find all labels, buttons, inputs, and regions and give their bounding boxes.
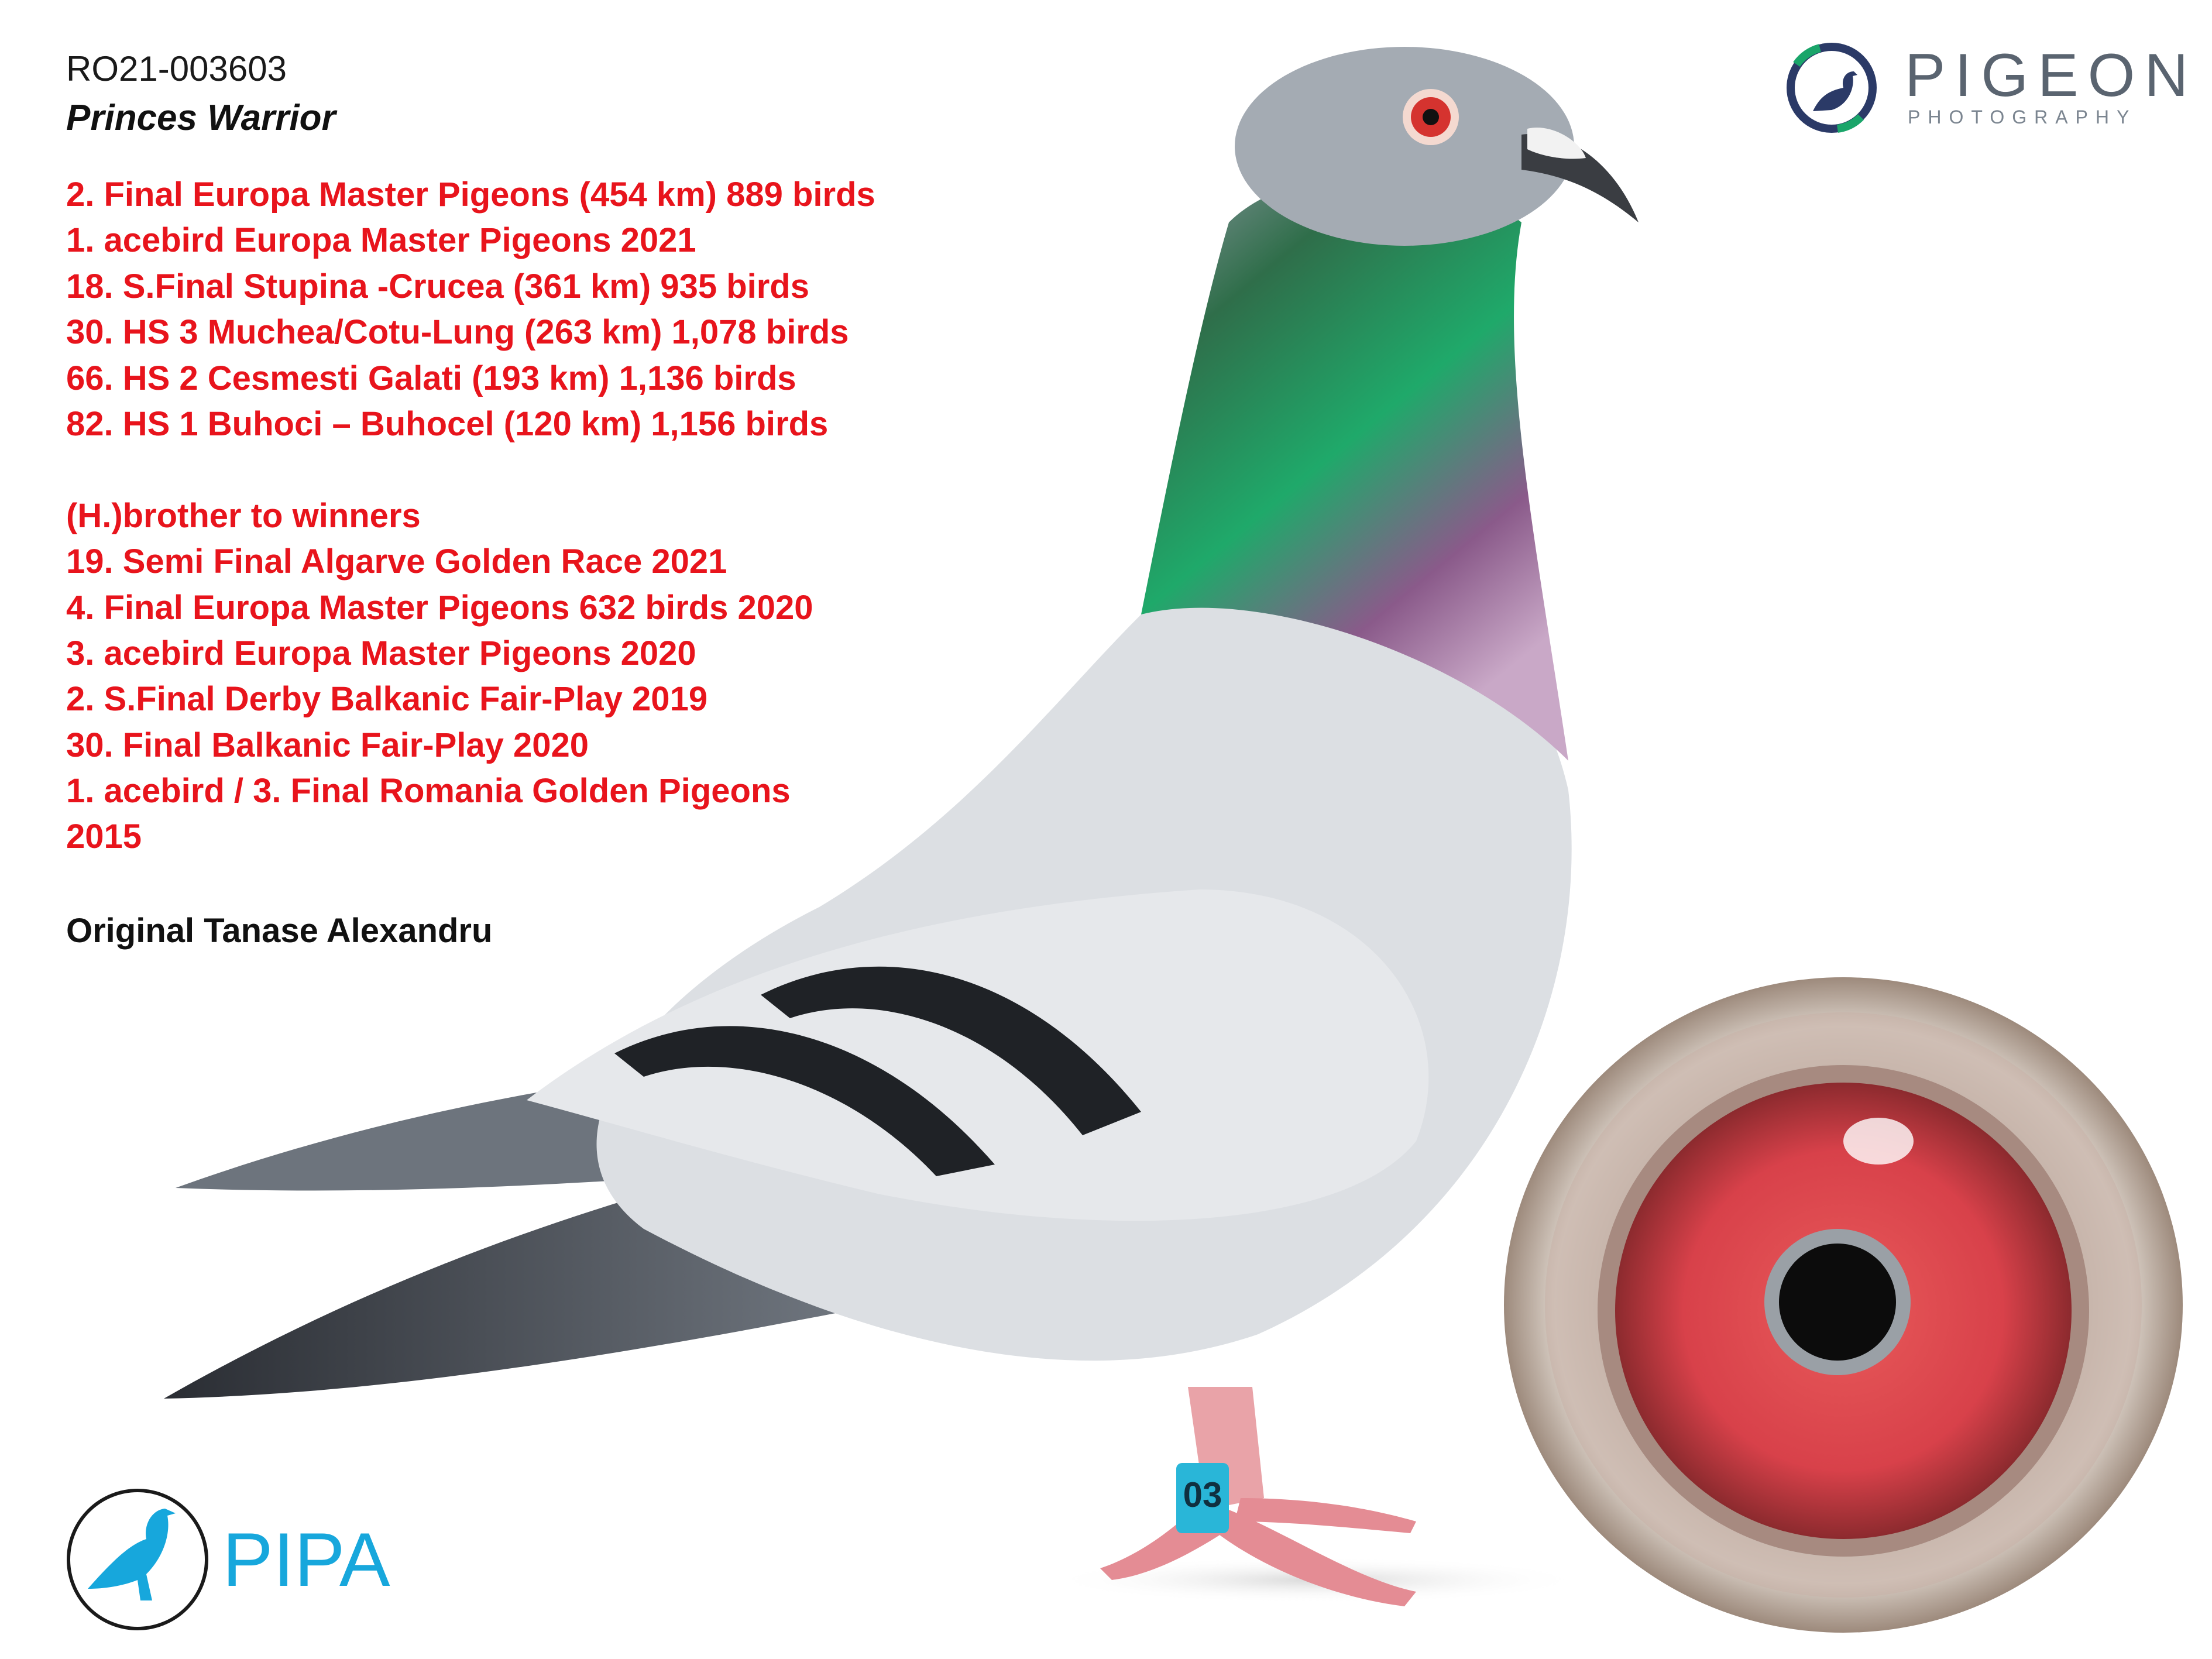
pigeon-icon bbox=[64, 1475, 211, 1644]
brand-subtitle: PHOTOGRAPHY bbox=[1908, 107, 2137, 128]
sibling-result-line: 19. Semi Final Algarve Golden Race 2021 bbox=[66, 542, 727, 581]
result-line: 1. acebird Europa Master Pigeons 2021 bbox=[66, 221, 696, 260]
origin-text: Original Tanase Alexandru bbox=[66, 912, 493, 950]
sibling-result-line: 4. Final Europa Master Pigeons 632 birds 2020 bbox=[66, 588, 813, 627]
result-line: 66. HS 2 Cesmesti Galati (193 km) 1,136 birds bbox=[66, 359, 796, 397]
sibling-result-line: 2. S.Final Derby Balkanic Fair-Play 2019 bbox=[66, 680, 708, 719]
brand-title: PIGEON bbox=[1905, 42, 2198, 109]
sibling-result-line: 30. Final Balkanic Fair-Play 2020 bbox=[66, 726, 589, 764]
sibling-result-line: (H.)brother to winners bbox=[66, 496, 421, 535]
leg-ring: 03 bbox=[1183, 1475, 1222, 1514]
ring-number: RO21-003603 bbox=[66, 49, 287, 88]
sibling-result-line: 2015 bbox=[66, 818, 142, 856]
pigeon-name: Princes Warrior bbox=[66, 98, 336, 138]
result-line: 18. S.Final Stupina -Crucea (361 km) 935 birds bbox=[66, 267, 809, 305]
sibling-result-line: 3. acebird Europa Master Pigeons 2020 bbox=[66, 634, 696, 672]
sibling-result-line: 1. acebird / 3. Final Romania Golden Pigeons bbox=[66, 772, 791, 810]
result-line: 2. Final Europa Master Pigeons (454 km) 889 birds bbox=[66, 176, 875, 214]
pipa-text: PIPA bbox=[222, 1517, 390, 1602]
result-line: 82. HS 1 Buhoci – Buhocel (120 km) 1,156 birds bbox=[66, 404, 829, 443]
pipa-logo bbox=[64, 1475, 392, 1644]
eye-closeup-image bbox=[1498, 966, 2189, 1639]
result-line: 30. HS 3 Muchea/Cotu-Lung (263 km) 1,078 birds bbox=[66, 313, 849, 352]
